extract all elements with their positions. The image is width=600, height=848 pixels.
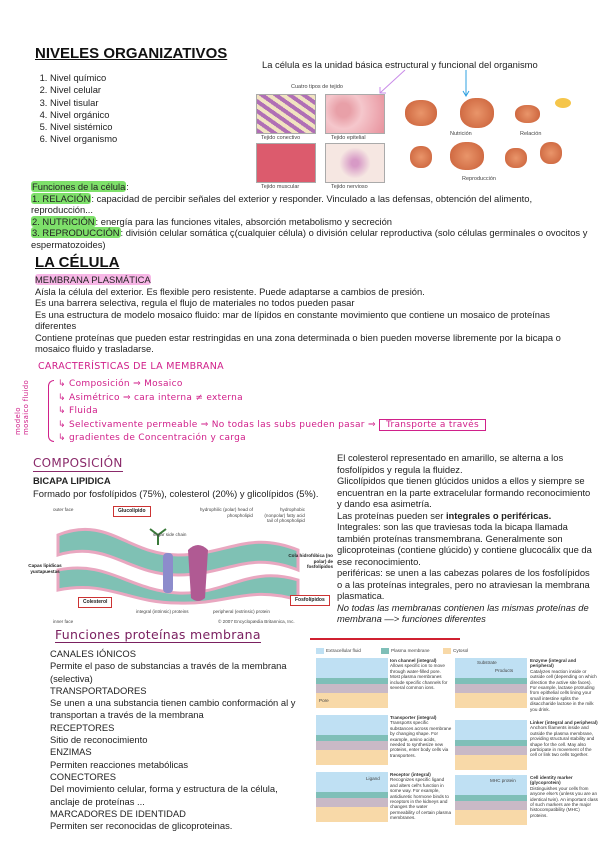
tejido-label: Tejido conectivo xyxy=(261,135,301,141)
list-item: Del movimiento celular, forma y estructura de la célula, anclaje de proteínas ... xyxy=(50,783,278,807)
bold-text: integrales o periféricas. xyxy=(445,509,552,521)
list-item: CANALES IÓNICOS xyxy=(50,648,136,659)
funcion-text: : división celular somática ç(cualquier célula) o división celular reproductiva (solo células germinales o ovocitos y espermatozoides) xyxy=(31,227,588,250)
caption: La célula es la unidad básica estructural y funcional del organismo xyxy=(262,59,538,70)
fig-label: Cola hidrofóbica (no polar) de fosfolípidos xyxy=(288,553,333,569)
panel-title: Receptor (integral) xyxy=(390,772,431,777)
cell-image xyxy=(515,105,540,123)
paragraph: El colesterol representado en amarillo, se alterna a los fosfolípidos y regula la fluidez. xyxy=(337,452,564,475)
fig-label: Capas lipídicas yuxtapuestas xyxy=(28,563,62,574)
celula-title: LA CÉLULA xyxy=(35,254,120,271)
linker-image xyxy=(455,720,527,770)
fig-label: Reproducción xyxy=(462,176,496,182)
fig-credit: © 2007 Encyclopædia Britannica, Inc. xyxy=(218,619,295,624)
enzyme-image xyxy=(455,658,527,708)
list-item: Permiten reacciones metabólicas xyxy=(50,758,189,770)
paragraph: Aísla la célula del exterior. Es flexible pero resistente. Puede adaptarse a cambios de presión. xyxy=(35,285,425,297)
funcion-key: 3. REPRODUCCIÓN xyxy=(32,227,120,238)
list-item: ↳ Fluida xyxy=(58,406,98,416)
composicion-title: COMPOSICIÓN xyxy=(33,456,123,470)
fig-label: hydrophilic (polar) head of phospholipid xyxy=(199,507,253,518)
fig-label: Pore xyxy=(319,698,329,703)
fig-label: outer face xyxy=(53,507,74,512)
transporter-image xyxy=(316,715,388,765)
fig-label: Colesterol xyxy=(78,597,112,608)
list-item: 5. Nivel sistémico xyxy=(50,121,117,133)
list-item: TRANSPORTADORES xyxy=(50,684,147,696)
cell-image xyxy=(450,142,484,170)
niveles-title: NIVELES ORGANIZATIVOS xyxy=(35,45,228,62)
funcion-text: : capacidad de percibir señales del exterior y responder. Vinculado a las defensas, obtención del alimento, reproducción... xyxy=(31,192,533,215)
fig-label: hydrophobic (nonpolar) fatty acid tail of phospholipid xyxy=(264,507,305,523)
proteinas-title: Funciones proteínas membrana xyxy=(55,627,261,642)
list-item: 6. Nivel organismo xyxy=(50,133,117,145)
list-item: 3. Nivel tisular xyxy=(50,97,117,109)
list-item: ↳ gradientes de Concentración y carga xyxy=(58,433,246,443)
panel-title: Ion channel (integral) xyxy=(390,658,437,663)
proteinas-list xyxy=(50,648,305,832)
panel-title: Linker (integral and peripheral) xyxy=(530,720,598,725)
legend-item: Plasma membrane xyxy=(381,648,430,654)
list-item: Permiten ser reconocidas de glicoproteinas. xyxy=(50,820,233,832)
ion-channel-image xyxy=(316,658,388,708)
legend-item: Cytosol xyxy=(443,648,468,654)
divider xyxy=(310,638,460,640)
fig-label: integral (intrinsic) proteins xyxy=(136,609,189,614)
right-column xyxy=(337,452,597,625)
paragraph: Glicolípidos que tienen glúcidos unidos a ellos y siempre se encuentran en la parte extracelular formando reconocimiento y dando esa asimetría. xyxy=(337,475,591,509)
paragraph: Es una estructura de modelo mosaico fluido: mar de lípidos en constante movimiento que contiene un mosaico de proteínas diferentes xyxy=(35,308,550,331)
tejido-muscular-image xyxy=(256,143,316,183)
tejido-label: Tejido nervioso xyxy=(331,184,368,190)
membrane-figure xyxy=(18,505,333,627)
cell-image xyxy=(540,142,562,164)
identity-marker-image xyxy=(455,775,527,825)
fig-label: MHC protein xyxy=(490,778,516,783)
tejido-label: Tejido epitelial xyxy=(331,135,366,141)
tejido-conectivo-image xyxy=(256,94,316,134)
fig-label: Nutrición xyxy=(450,131,472,137)
list-item: Sitio de reconocimiento xyxy=(50,734,148,746)
panel-text: Anchors filaments inside and outside the plasma membrane, providing structural stability and shape for the cell. May also participate in movement of the cell or link two cells together. xyxy=(530,725,595,758)
bicapa-text: Formado por fosfolípidos (75%), colesterol (20%) y glicolípidos (5%). xyxy=(33,488,319,499)
membrana-section xyxy=(35,274,590,355)
fig-label: sugar side chain xyxy=(153,532,187,537)
note: No todas las membranas contienen las mismas proteínas de membrana —> funciones diferentes xyxy=(337,601,589,624)
funciones-title: Funciones de la célula xyxy=(32,181,126,192)
list-item: ENZIMAS xyxy=(50,746,92,758)
tejido-nervioso-image xyxy=(325,143,385,183)
panel-title: Enzyme (integral and peripheral) xyxy=(530,658,577,669)
panel-text: Recognizes specific ligand and alters cell's function in some way. For example, antidiuretic hormone binds to receptors in the kidneys and changes the water permeability of certain plasma membranes. xyxy=(390,777,452,821)
list-item: 4. Nivel orgánico xyxy=(50,109,117,121)
funcion-key: 2. NUTRICIÓN xyxy=(32,215,95,227)
legend-item: Extracellular fluid xyxy=(316,648,361,654)
list-item: 1. Nivel químico xyxy=(50,72,117,84)
side-note: modelo mosaico fluido xyxy=(14,379,30,435)
cell-image xyxy=(405,100,437,126)
paragraph: Es una barrera selectiva, regula el flujo de materiales no todos pueden pasar xyxy=(35,297,355,308)
panel-title: Transporter (integral) xyxy=(390,715,437,720)
brace-icon xyxy=(48,380,54,442)
cell-image xyxy=(460,98,494,128)
caracteristicas-list xyxy=(58,378,486,446)
boxed-note: Transporte a través xyxy=(379,419,486,431)
list-item: RECEPTORES xyxy=(50,721,115,733)
tejido-label: Tejido muscular xyxy=(261,184,300,190)
list-item: CONECTORES xyxy=(50,770,116,782)
cell-image xyxy=(410,146,432,168)
membrana-subtitle: MEMBRANA PLASMÁTICA xyxy=(35,274,151,285)
tejidos-title: Cuatro tipos de tejido xyxy=(291,84,343,90)
panel-text: Distinguishes your cells from anyone else's (unless you are an identical twin). An important class of such markers are the major histocompatibility (MHC) proteins. xyxy=(530,785,598,818)
light-icon xyxy=(555,98,571,108)
cell-image xyxy=(505,148,527,168)
list-item: ↳ Selectivamente permeable ⇒ No todas las subs pueden pasar ⇒ xyxy=(58,419,376,430)
list-item: ↳ Composición ⇒ Mosaico xyxy=(58,379,183,389)
list-item: ↳ Asimétrico ⇒ cara interna ≠ externa xyxy=(58,392,243,403)
paragraph: Contiene proteínas que pueden estar restringidas en una zona determinada o bien pueden moverse libremente por la bicapa o mosaico fluido y trasladarse. xyxy=(35,331,561,354)
fig-label: Fosfolípidos xyxy=(290,595,330,606)
protein-functions-figure xyxy=(313,645,600,845)
fig-label: Products xyxy=(495,668,514,673)
bilayer-illustration xyxy=(48,515,308,607)
funciones-section: Funciones de la célula: 1. RELACIÓN: capacidad de percibir señales del exterior y responder. Vinculado a las defensas, obtención del alimento, reproducción... 2. NUTRICIÓN: energía para las funciones vitales, absorción metabolismo y secreción 3. REPRODUCCIÓN: división celular somática ç(cualquier célula) o división celular reproductiva (solo células germinales o ovocitos y espermatozoides) xyxy=(31,181,588,250)
paragraph: Las proteínas pueden ser xyxy=(337,509,446,521)
list-item: MARCADORES DE IDENTIDAD xyxy=(50,807,186,819)
caracteristicas-title: CARACTERÍSTICAS DE LA MEMBRANA xyxy=(38,361,224,372)
receptor-image xyxy=(316,772,388,822)
cell-functions-figure xyxy=(400,92,580,187)
fig-label: Relación xyxy=(520,131,542,137)
paragraph: periféricas: se unen a las cabezas polares de los fosfolípidos o a las proteínas integrales, pero no atraviesan la membrana plasmatica. xyxy=(337,567,590,601)
fig-label: Glucolípido xyxy=(113,506,151,517)
list-item: 2. Nivel celular xyxy=(50,84,117,96)
fig-label: Substrate xyxy=(477,660,497,665)
panel-text: Allows specific ion to move through water-filled pore. Most plasma membranes include specific channels for several common ions. xyxy=(390,663,448,691)
fig-label: peripheral (extrinsic) protein xyxy=(213,609,270,614)
bicapa-title: BICAPA LIPIDICA xyxy=(33,475,111,486)
fig-label: Ligand xyxy=(366,776,380,781)
paragraph: Integrales: son las que traviesas toda la bicapa llamada también proteínas transmembrana. Generalmente son glicoproteinas (contiene glúcido) y contiene glucocálix que da ese reconocimiento. xyxy=(337,521,592,567)
funcion-text: : energía para las funciones vitales, absorción metabolismo y secreción xyxy=(95,215,393,227)
panel-text: Catalyzes reaction inside or outside cell (depending on which direction the active site faces). For example, lactase protruding from epithelial cells lining your small intestine splits the disaccharide lactose in the milk you drink. xyxy=(530,668,597,712)
list-item: Permite el paso de substancias a través de la membrana (selectiva) xyxy=(50,660,287,684)
niveles-list xyxy=(38,72,117,146)
funcion-key: 1. RELACIÓN xyxy=(32,192,91,204)
panel-text: Transports specific substances across membrane by changing shape. For example, amino acids, needed to synthesize new proteins, enter body cells via transporters. xyxy=(390,720,452,758)
fig-label: inner face xyxy=(53,619,74,624)
panel-title: Cell identity marker (glycoprotein) xyxy=(530,775,573,786)
list-item: Se unen a una substancia tienen cambio conformación al y transportan a través de la membrana xyxy=(50,697,296,721)
